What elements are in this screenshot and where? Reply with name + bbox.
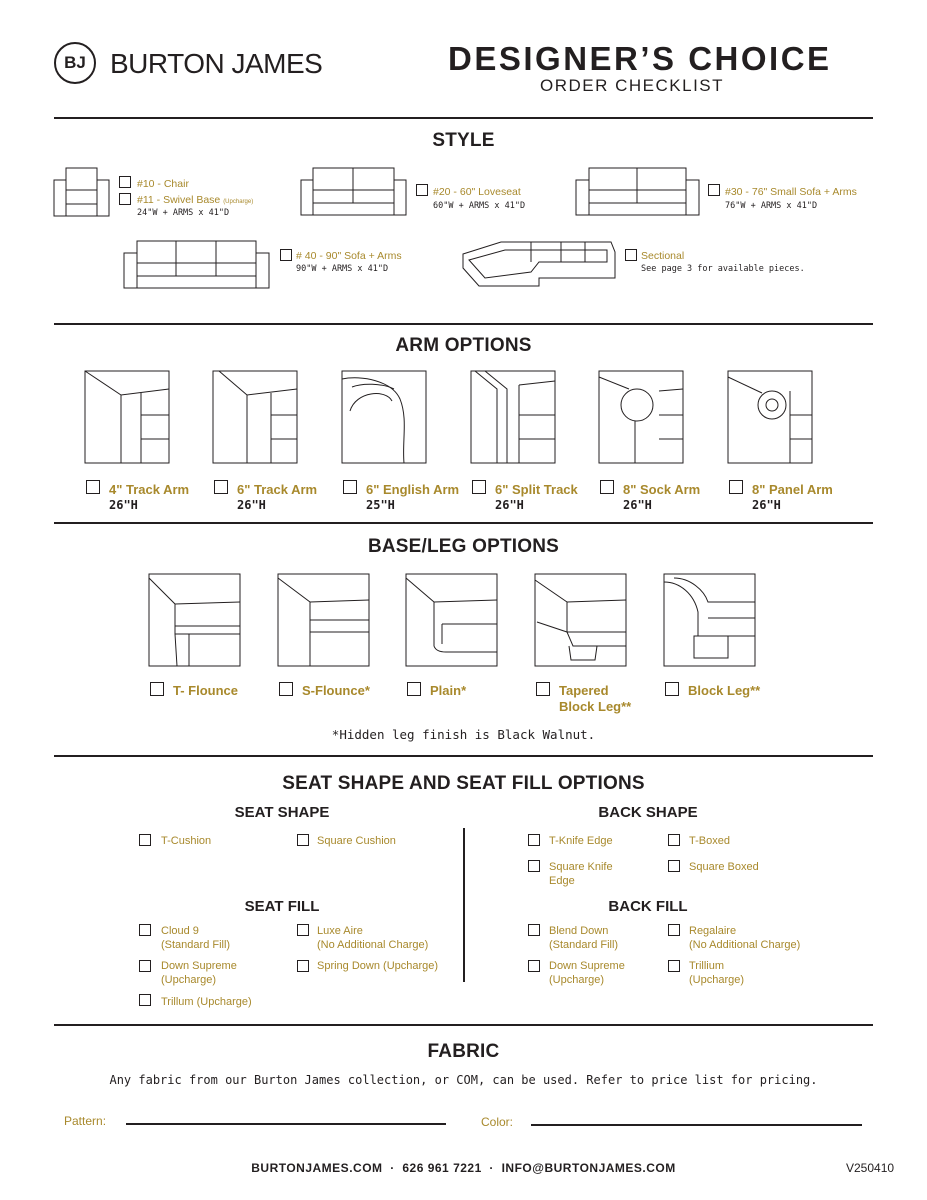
back-fill-heading: BACK FILL bbox=[608, 898, 688, 915]
base-heading: BASE/LEG OPTIONS bbox=[367, 536, 560, 557]
tapered-leg-label-2: Block Leg** bbox=[559, 699, 632, 714]
back-down-supreme-label: Down Supreme bbox=[549, 960, 625, 972]
sock-arm-height: 26"H bbox=[623, 498, 652, 512]
track-arm-6-drawing bbox=[213, 371, 298, 464]
panel-arm-checkbox[interactable] bbox=[729, 480, 743, 494]
t-cushion-checkbox[interactable] bbox=[139, 834, 151, 846]
track-arm-4-drawing bbox=[85, 371, 170, 464]
trillium-label-2: (Upcharge) bbox=[689, 974, 745, 986]
divider bbox=[54, 1024, 873, 1026]
style-heading: STYLE bbox=[432, 130, 495, 151]
t-boxed-label: T-Boxed bbox=[689, 835, 730, 847]
sofa-label: # 40 - 90" Sofa + Arms bbox=[296, 250, 402, 262]
sectional-label: Sectional bbox=[641, 250, 685, 262]
version-code: V250410 bbox=[846, 1161, 895, 1175]
luxe-aire-label-2: (No Additional Charge) bbox=[317, 939, 429, 951]
split-track-label: 6" Split Track bbox=[495, 482, 578, 497]
sectional-drawing bbox=[461, 238, 617, 288]
loveseat-label: #20 - 60" Loveseat bbox=[433, 186, 521, 198]
cloud9-checkbox[interactable] bbox=[139, 924, 151, 936]
s-flounce-checkbox[interactable] bbox=[279, 682, 293, 696]
divider bbox=[54, 755, 873, 757]
square-knife-edge-checkbox[interactable] bbox=[528, 860, 540, 872]
divider bbox=[54, 522, 873, 524]
brand-name: BURTON JAMES bbox=[110, 48, 323, 79]
t-knife-edge-label: T-Knife Edge bbox=[549, 835, 613, 847]
square-boxed-label: Square Boxed bbox=[689, 861, 759, 873]
tapered-leg-label: Tapered bbox=[559, 683, 609, 698]
panel-arm-height: 26"H bbox=[752, 498, 781, 512]
plain-drawing bbox=[406, 574, 498, 667]
seat-down-supreme-label-2: (Upcharge) bbox=[161, 974, 217, 986]
arm-heading: ARM OPTIONS bbox=[395, 335, 532, 356]
brand-monogram: BJ bbox=[64, 53, 86, 72]
square-knife-edge-label-2: Edge bbox=[549, 875, 575, 887]
t-flounce-label: T- Flounce bbox=[173, 683, 238, 698]
track-arm-6-height: 26"H bbox=[237, 498, 266, 512]
track-arm-4-checkbox[interactable] bbox=[86, 480, 100, 494]
t-knife-edge-checkbox[interactable] bbox=[528, 834, 540, 846]
small-sofa-label: #30 - 76" Small Sofa + Arms bbox=[725, 186, 857, 198]
english-arm-height: 25"H bbox=[366, 498, 395, 512]
back-down-supreme-checkbox[interactable] bbox=[528, 960, 540, 972]
luxe-aire-checkbox[interactable] bbox=[297, 924, 309, 936]
swivel-label bbox=[137, 193, 253, 209]
divider bbox=[54, 323, 873, 325]
sock-arm-checkbox[interactable] bbox=[600, 480, 614, 494]
blend-down-checkbox[interactable] bbox=[528, 924, 540, 936]
sofa-drawing bbox=[124, 241, 270, 289]
fabric-heading: FABRIC bbox=[427, 1041, 500, 1062]
split-track-checkbox[interactable] bbox=[472, 480, 486, 494]
blend-down-label-2: (Standard Fill) bbox=[549, 939, 619, 951]
regalaire-label: Regalaire bbox=[689, 925, 737, 937]
track-arm-6-checkbox[interactable] bbox=[214, 480, 228, 494]
small-sofa-drawing bbox=[576, 168, 700, 216]
t-cushion-label: T-Cushion bbox=[161, 835, 212, 847]
sectional-dimensions: See page 3 for available pieces. bbox=[641, 264, 805, 274]
t-boxed-checkbox[interactable] bbox=[668, 834, 680, 846]
regalaire-checkbox[interactable] bbox=[668, 924, 680, 936]
brand-logo bbox=[54, 42, 96, 84]
seat-down-supreme-checkbox[interactable] bbox=[139, 960, 151, 972]
seat-fill-heading: SEAT FILL bbox=[244, 898, 320, 915]
split-track-height: 26"H bbox=[495, 498, 524, 512]
luxe-aire-label: Luxe Aire bbox=[317, 925, 363, 937]
fabric-note: Any fabric from our Burton James collection, or COM, can be used. Refer to price list for pricing. bbox=[109, 1073, 818, 1087]
color-field[interactable] bbox=[531, 1124, 862, 1126]
panel-arm-label: 8" Panel Arm bbox=[752, 482, 833, 497]
spring-down-label: Spring Down (Upcharge) bbox=[317, 960, 439, 972]
track-arm-6-label: 6" Track Arm bbox=[237, 482, 318, 497]
pattern-label: Pattern: bbox=[64, 1114, 107, 1128]
seat-shape-heading: SEAT SHAPE bbox=[234, 804, 330, 821]
leg-finish-note: *Hidden leg finish is Black Walnut. bbox=[331, 727, 596, 742]
loveseat-dimensions: 60"W + ARMS x 41"D bbox=[433, 201, 526, 211]
loveseat-drawing bbox=[301, 168, 407, 216]
seat-down-supreme-label: Down Supreme bbox=[161, 960, 237, 972]
plain-label: Plain* bbox=[430, 683, 467, 698]
back-down-supreme-label-2: (Upcharge) bbox=[549, 974, 605, 986]
square-cushion-checkbox[interactable] bbox=[297, 834, 309, 846]
seat-heading: SEAT SHAPE AND SEAT FILL OPTIONS bbox=[282, 773, 645, 794]
tapered-leg-drawing bbox=[535, 574, 627, 667]
square-cushion-label: Square Cushion bbox=[317, 835, 396, 847]
footer-contact: BURTONJAMES.COM · 626 961 7221 · INFO@BURTONJAMES.COM bbox=[251, 1161, 676, 1175]
trillium-checkbox[interactable] bbox=[668, 960, 680, 972]
page-title: DESIGNER’S CHOICE bbox=[448, 40, 832, 77]
track-arm-4-height: 26"H bbox=[109, 498, 138, 512]
plain-checkbox[interactable] bbox=[407, 682, 421, 696]
back-shape-heading: BACK SHAPE bbox=[598, 804, 698, 821]
sock-arm-label: 8" Sock Arm bbox=[623, 482, 701, 497]
panel-arm-drawing bbox=[728, 371, 813, 464]
square-knife-edge-label: Square Knife bbox=[549, 861, 613, 873]
s-flounce-label: S-Flounce* bbox=[302, 683, 370, 698]
english-arm-checkbox[interactable] bbox=[343, 480, 357, 494]
cloud9-label-2: (Standard Fill) bbox=[161, 939, 231, 951]
upcharge-note: (Upcharge) bbox=[223, 199, 254, 205]
split-track-drawing bbox=[471, 371, 556, 464]
s-flounce-drawing bbox=[278, 574, 370, 667]
block-leg-checkbox[interactable] bbox=[665, 682, 679, 696]
spring-down-checkbox[interactable] bbox=[297, 960, 309, 972]
t-flounce-checkbox[interactable] bbox=[150, 682, 164, 696]
english-arm-label: 6" English Arm bbox=[366, 482, 460, 497]
block-leg-drawing bbox=[664, 574, 756, 667]
blend-down-label: Blend Down bbox=[549, 925, 609, 937]
chair-label: #10 - Chair bbox=[137, 178, 189, 190]
square-boxed-checkbox[interactable] bbox=[668, 860, 680, 872]
cloud9-label: Cloud 9 bbox=[161, 925, 199, 937]
tapered-leg-checkbox[interactable] bbox=[536, 682, 550, 696]
block-leg-label: Block Leg** bbox=[688, 683, 761, 698]
chair-dimensions: 24"W + ARMS x 41"D bbox=[137, 208, 230, 218]
seat-divider bbox=[463, 828, 465, 982]
swivel-checkbox[interactable] bbox=[119, 193, 131, 205]
small-sofa-checkbox[interactable] bbox=[708, 184, 720, 196]
seat-trillum-label: Trillum (Upcharge) bbox=[161, 996, 252, 1008]
track-arm-4-label: 4" Track Arm bbox=[109, 482, 190, 497]
color-label: Color: bbox=[481, 1115, 514, 1129]
trillium-label: Trillium bbox=[689, 960, 725, 972]
page-subtitle: ORDER CHECKLIST bbox=[540, 76, 725, 95]
english-arm-drawing bbox=[342, 371, 427, 464]
t-flounce-drawing bbox=[149, 574, 241, 667]
seat-trillum-checkbox[interactable] bbox=[139, 994, 151, 1006]
regalaire-label-2: (No Additional Charge) bbox=[689, 939, 801, 951]
chair-checkbox[interactable] bbox=[119, 176, 131, 188]
sock-arm-drawing bbox=[599, 371, 684, 464]
small-sofa-dimensions: 76"W + ARMS x 41"D bbox=[725, 201, 818, 211]
sofa-checkbox[interactable] bbox=[280, 249, 292, 261]
divider bbox=[54, 117, 873, 119]
sofa-dimensions: 90"W + ARMS x 41"D bbox=[296, 264, 389, 274]
loveseat-checkbox[interactable] bbox=[416, 184, 428, 196]
chair-drawing bbox=[54, 168, 110, 218]
pattern-field[interactable] bbox=[126, 1123, 446, 1125]
sectional-checkbox[interactable] bbox=[625, 249, 637, 261]
swivel-label-text: #11 - Swivel Base bbox=[137, 194, 221, 206]
